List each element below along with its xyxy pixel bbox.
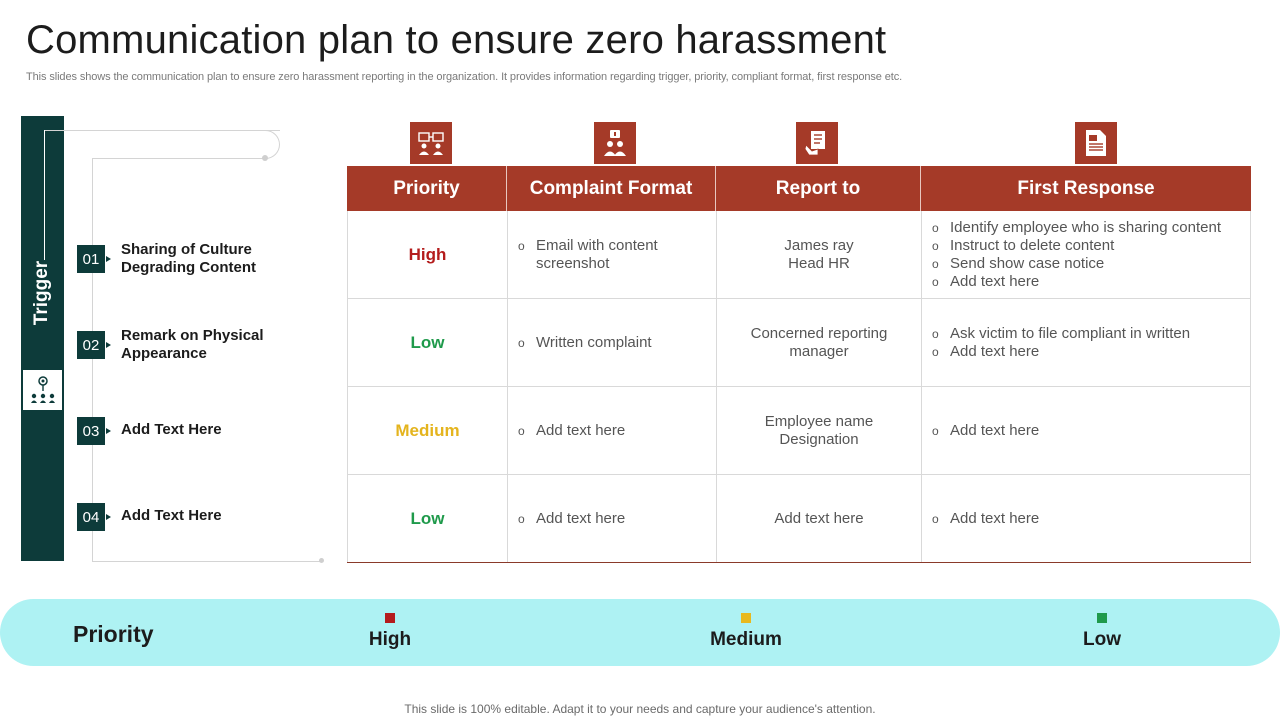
report-to-line: Employee name <box>764 412 874 430</box>
list-item: o Email with content screenshot <box>518 237 716 273</box>
list-item: o Identify employee who is sharing content <box>932 219 1221 237</box>
first-response-cell <box>921 387 1251 474</box>
legend-item-medium <box>676 613 816 651</box>
legend-title: Priority <box>73 621 154 647</box>
list-item: o Written complaint <box>518 334 652 352</box>
priority-legend <box>0 599 1280 666</box>
priority-cell: Low <box>347 475 507 562</box>
legend-swatch <box>385 613 395 623</box>
report-to-cell <box>716 299 921 386</box>
report-to-line: manager <box>789 342 849 360</box>
column-header-priority: Priority <box>347 166 507 211</box>
list-item: o Add text here <box>932 343 1190 361</box>
legend-item-high <box>320 613 460 651</box>
report-to-line: Add text here <box>774 509 864 527</box>
complaint-format-cell <box>507 299 716 386</box>
footer-note: This slide is 100% editable. Adapt it to your needs and capture your audience's attention. <box>404 702 876 716</box>
communication-table <box>347 166 1251 563</box>
first-response-cell <box>921 299 1251 386</box>
trigger-item-1 <box>77 241 291 277</box>
trigger-item-2 <box>77 327 291 363</box>
connector-bottom-line <box>92 561 322 562</box>
legend-swatch <box>1097 613 1107 623</box>
list-item: o Send show case notice <box>932 255 1221 273</box>
list-item: o Ask victim to file compliant in written <box>932 325 1190 343</box>
trigger-number: 01 <box>77 245 105 273</box>
report-to-cell <box>716 475 921 562</box>
priority-cell: Medium <box>347 387 507 474</box>
trigger-label <box>21 116 64 370</box>
complaint-format-cell <box>507 211 716 298</box>
report-to-line: Concerned reporting <box>750 324 888 342</box>
trigger-number: 04 <box>77 503 105 531</box>
report-document-icon <box>1075 122 1117 164</box>
person-chat-icon <box>594 122 636 164</box>
complaint-format-cell <box>507 475 716 562</box>
table-row <box>347 211 1251 299</box>
legend-label: Medium <box>710 629 782 650</box>
table-row <box>347 299 1251 387</box>
report-to-line: Head HR <box>788 254 850 272</box>
legend-label: Low <box>1083 629 1121 650</box>
list-item: o Add text here <box>518 510 625 528</box>
page-subtitle: This slides shows the communication plan to ensure zero harassment reporting in the organization. It provides information regarding trigger, priority, compliant format, first response etc. <box>26 71 903 83</box>
list-item: o Add text here <box>932 273 1221 291</box>
connector-vertical-left <box>44 130 45 260</box>
trigger-text: Add Text Here <box>121 421 222 438</box>
table-header <box>347 166 1251 211</box>
priority-cell: High <box>347 211 507 298</box>
report-to-line: Designation <box>779 430 859 448</box>
trigger-text: Sharing of Culture Degrading Content <box>121 241 256 276</box>
connector-dot-bottom <box>319 558 324 563</box>
connector-dot-top <box>262 155 268 161</box>
list-item: o Add text here <box>932 422 1039 440</box>
people-network-icon <box>410 122 452 164</box>
first-response-cell <box>921 475 1251 562</box>
trigger-text: Add Text Here <box>121 507 222 524</box>
column-header-complaint-format: Complaint Format <box>507 166 716 211</box>
legend-label: High <box>368 629 412 650</box>
trigger-number: 03 <box>77 417 105 445</box>
page-title: Communication plan to ensure zero harassment <box>26 18 887 62</box>
report-to-cell <box>716 387 921 474</box>
column-header-report-to: Report to <box>716 166 921 211</box>
table-row <box>347 475 1251 563</box>
trigger-number: 02 <box>77 331 105 359</box>
trigger-item-4 <box>77 503 291 531</box>
connector-inner-top <box>92 158 265 159</box>
document-hand-icon <box>796 122 838 164</box>
report-to-line: James ray <box>784 236 854 254</box>
priority-cell: Low <box>347 299 507 386</box>
first-response-cell <box>921 211 1251 298</box>
list-item: o Add text here <box>932 510 1039 528</box>
list-item: o Add text here <box>518 422 625 440</box>
list-item: o Instruct to delete content <box>932 237 1221 255</box>
trigger-label-text: Trigger <box>31 260 53 326</box>
legend-item-low <box>1032 613 1172 651</box>
connector-curve <box>240 130 280 159</box>
report-to-cell <box>716 211 921 298</box>
trigger-text: Remark on Physical Appearance <box>121 327 264 362</box>
trigger-item-3 <box>77 417 291 445</box>
network-people-icon <box>23 370 62 410</box>
complaint-format-cell <box>507 387 716 474</box>
table-row <box>347 387 1251 475</box>
column-header-first-response: First Response <box>1017 177 1155 199</box>
legend-swatch <box>741 613 751 623</box>
